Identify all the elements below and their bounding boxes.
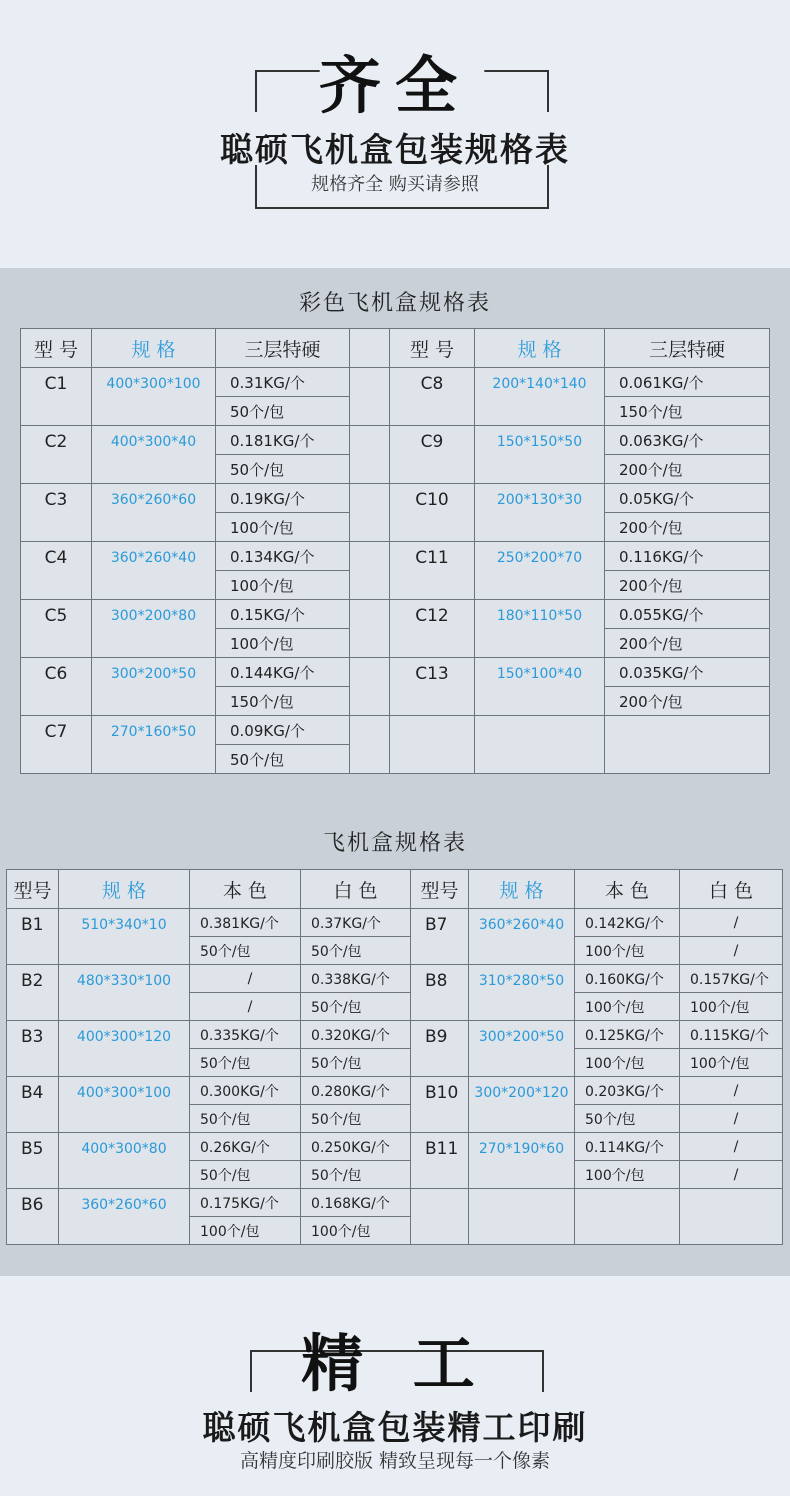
white-pack-cell: / [680, 1161, 783, 1189]
white-weight-cell: 0.115KG/个 [680, 1021, 783, 1049]
white-weight-cell: 0.280KG/个 [301, 1077, 411, 1105]
white-weight-cell: 0.320KG/个 [301, 1021, 411, 1049]
gap-cell [350, 658, 390, 716]
footer-big-title: 精 工 [301, 1327, 489, 1400]
model-cell: C12 [390, 600, 475, 658]
model-cell: B11 [411, 1133, 469, 1189]
table-row [7, 1021, 783, 1049]
weight-cell: 0.134KG/个 [216, 542, 350, 571]
model-cell: B2 [7, 965, 59, 1021]
table-row [21, 600, 770, 629]
spec-cell: 180*110*50 [475, 600, 605, 658]
natural-weight-cell: 0.300KG/个 [190, 1077, 301, 1105]
natural-weight-cell: 0.114KG/个 [575, 1133, 680, 1161]
table-row [7, 965, 783, 993]
white-pack-cell: 100个/包 [680, 993, 783, 1021]
natural-pack-cell: 100个/包 [575, 993, 680, 1021]
pack-cell: 200个/包 [605, 455, 770, 484]
weight-cell: 0.31KG/个 [216, 368, 350, 397]
header-model: 型号 [7, 870, 59, 909]
spec-cell: 400*300*100 [92, 368, 216, 426]
header-three-layer-right: 三层特硬 [605, 329, 770, 368]
natural-weight-cell: 0.125KG/个 [575, 1021, 680, 1049]
weight-cell: 0.116KG/个 [605, 542, 770, 571]
header-spec-right: 规 格 [475, 329, 605, 368]
plain-spec-table [6, 869, 783, 1245]
header-natural-right: 本 色 [575, 870, 680, 909]
pack-cell: 150个/包 [605, 397, 770, 426]
white-weight-cell: 0.338KG/个 [301, 965, 411, 993]
spec-cell: 300*200*120 [469, 1077, 575, 1133]
color-spec-table [20, 328, 770, 774]
natural-pack-cell: / [190, 993, 301, 1021]
weight-cell: 0.055KG/个 [605, 600, 770, 629]
natural-pack-cell: 50个/包 [575, 1105, 680, 1133]
natural-pack-cell: 50个/包 [190, 937, 301, 965]
empty-cell [469, 1189, 575, 1245]
pack-cell: 50个/包 [216, 397, 350, 426]
table-row [7, 1077, 783, 1105]
natural-pack-cell: 100个/包 [575, 1161, 680, 1189]
model-cell: B9 [411, 1021, 469, 1077]
weight-cell: 0.05KG/个 [605, 484, 770, 513]
empty-cell [680, 1189, 783, 1245]
pack-cell: 200个/包 [605, 513, 770, 542]
model-cell: B3 [7, 1021, 59, 1077]
natural-weight-cell: 0.203KG/个 [575, 1077, 680, 1105]
model-cell: C10 [390, 484, 475, 542]
spec-cell: 300*200*50 [92, 658, 216, 716]
model-cell: B6 [7, 1189, 59, 1245]
table-row [7, 1133, 783, 1161]
weight-cell: 0.144KG/个 [216, 658, 350, 687]
model-cell: C2 [21, 426, 92, 484]
model-cell: B1 [7, 909, 59, 965]
weight-cell: 0.15KG/个 [216, 600, 350, 629]
table-row [21, 484, 770, 513]
white-weight-cell: 0.168KG/个 [301, 1189, 411, 1217]
footer-tagline: 高精度印刷胶版 精致呈现每一个像素 [239, 1450, 551, 1472]
spec-cell: 360*260*60 [59, 1189, 190, 1245]
gap-cell [350, 368, 390, 426]
gap-cell [350, 484, 390, 542]
table-row [21, 368, 770, 397]
table-row [21, 426, 770, 455]
spec-cell: 310*280*50 [469, 965, 575, 1021]
white-weight-cell: 0.37KG/个 [301, 909, 411, 937]
weight-cell: 0.09KG/个 [216, 716, 350, 745]
gap-cell [350, 426, 390, 484]
weight-cell: 0.19KG/个 [216, 484, 350, 513]
header-gap [350, 329, 390, 368]
model-cell: B10 [411, 1077, 469, 1133]
spec-cell: 480*330*100 [59, 965, 190, 1021]
empty-cell [605, 716, 770, 774]
model-cell: B7 [411, 909, 469, 965]
color-table-title: 彩色飞机盒规格表 [298, 291, 491, 316]
model-cell: C4 [21, 542, 92, 600]
white-pack-cell: 50个/包 [301, 1161, 411, 1189]
white-pack-cell: 50个/包 [301, 937, 411, 965]
white-pack-cell: 50个/包 [301, 1105, 411, 1133]
header-tagline: 规格齐全 购买请参照 [311, 174, 479, 195]
natural-weight-cell: 0.335KG/个 [190, 1021, 301, 1049]
empty-cell [411, 1189, 469, 1245]
model-cell: C8 [390, 368, 475, 426]
table-row [21, 658, 770, 687]
natural-weight-cell: / [190, 965, 301, 993]
weight-cell: 0.181KG/个 [216, 426, 350, 455]
spec-cell: 360*260*60 [92, 484, 216, 542]
gap-cell [350, 600, 390, 658]
white-weight-cell: 0.157KG/个 [680, 965, 783, 993]
spec-cell: 510*340*10 [59, 909, 190, 965]
spec-cell: 360*260*40 [469, 909, 575, 965]
header-white: 白 色 [301, 870, 411, 909]
spec-cell: 400*300*40 [92, 426, 216, 484]
natural-pack-cell: 50个/包 [190, 1161, 301, 1189]
pack-cell: 150个/包 [216, 687, 350, 716]
weight-cell: 0.063KG/个 [605, 426, 770, 455]
spec-cell: 200*140*140 [475, 368, 605, 426]
natural-weight-cell: 0.381KG/个 [190, 909, 301, 937]
natural-weight-cell: 0.175KG/个 [190, 1189, 301, 1217]
spec-cell: 250*200*70 [475, 542, 605, 600]
model-cell: C3 [21, 484, 92, 542]
pack-cell: 100个/包 [216, 629, 350, 658]
white-weight-cell: / [680, 1133, 783, 1161]
model-cell: C1 [21, 368, 92, 426]
pack-cell: 50个/包 [216, 745, 350, 774]
header-model-right: 型号 [411, 870, 469, 909]
white-weight-cell: 0.250KG/个 [301, 1133, 411, 1161]
header-sub-title: 聪硕飞机盒包装规格表 [220, 130, 570, 169]
model-cell: C7 [21, 716, 92, 774]
header-big-title: 齐全 [318, 49, 471, 122]
color-table-header-row [21, 329, 770, 368]
white-pack-cell: 100个/包 [680, 1049, 783, 1077]
model-cell: C11 [390, 542, 475, 600]
table-row [7, 909, 783, 937]
pack-cell: 200个/包 [605, 629, 770, 658]
header-spec: 规 格 [92, 329, 216, 368]
model-cell: B4 [7, 1077, 59, 1133]
footer-sub-title: 聪硕飞机盒包装精工印刷 [202, 1408, 588, 1447]
spec-cell: 150*100*40 [475, 658, 605, 716]
pack-cell: 100个/包 [216, 571, 350, 600]
white-pack-cell: 50个/包 [301, 993, 411, 1021]
header-spec-right: 规 格 [469, 870, 575, 909]
table-row [7, 1189, 783, 1217]
plain-table-title: 飞机盒规格表 [322, 831, 467, 856]
header-three-layer: 三层特硬 [216, 329, 350, 368]
model-cell: C6 [21, 658, 92, 716]
weight-cell: 0.061KG/个 [605, 368, 770, 397]
natural-pack-cell: 50个/包 [190, 1105, 301, 1133]
natural-weight-cell: 0.160KG/个 [575, 965, 680, 993]
model-cell: C9 [390, 426, 475, 484]
header-spec: 规 格 [59, 870, 190, 909]
spec-cell: 300*200*50 [469, 1021, 575, 1077]
model-cell: B8 [411, 965, 469, 1021]
spec-cell: 400*300*120 [59, 1021, 190, 1077]
pack-cell: 200个/包 [605, 687, 770, 716]
model-cell: C5 [21, 600, 92, 658]
white-pack-cell: / [680, 937, 783, 965]
empty-cell [575, 1189, 680, 1245]
spec-cell: 270*160*50 [92, 716, 216, 774]
empty-cell [475, 716, 605, 774]
spec-cell: 400*300*100 [59, 1077, 190, 1133]
white-pack-cell: / [680, 1105, 783, 1133]
white-weight-cell: / [680, 1077, 783, 1105]
spec-cell: 300*200*80 [92, 600, 216, 658]
model-cell: C13 [390, 658, 475, 716]
header-model-right: 型 号 [390, 329, 475, 368]
pack-cell: 50个/包 [216, 455, 350, 484]
plain-table-header-row [7, 870, 783, 909]
spec-cell: 150*150*50 [475, 426, 605, 484]
spec-cell: 360*260*40 [92, 542, 216, 600]
table-row [21, 542, 770, 571]
empty-cell [390, 716, 475, 774]
spec-cell: 400*300*80 [59, 1133, 190, 1189]
spec-cell: 270*190*60 [469, 1133, 575, 1189]
white-pack-cell: 50个/包 [301, 1049, 411, 1077]
pack-cell: 200个/包 [605, 571, 770, 600]
natural-pack-cell: 100个/包 [190, 1217, 301, 1245]
white-pack-cell: 100个/包 [301, 1217, 411, 1245]
model-cell: B5 [7, 1133, 59, 1189]
pack-cell: 100个/包 [216, 513, 350, 542]
natural-weight-cell: 0.142KG/个 [575, 909, 680, 937]
gap-cell [350, 542, 390, 600]
natural-pack-cell: 100个/包 [575, 1049, 680, 1077]
natural-weight-cell: 0.26KG/个 [190, 1133, 301, 1161]
gap-cell [350, 716, 390, 774]
white-weight-cell: / [680, 909, 783, 937]
header-model: 型 号 [21, 329, 92, 368]
natural-pack-cell: 50个/包 [190, 1049, 301, 1077]
header-natural: 本 色 [190, 870, 301, 909]
natural-pack-cell: 100个/包 [575, 937, 680, 965]
weight-cell: 0.035KG/个 [605, 658, 770, 687]
header-white-right: 白 色 [680, 870, 783, 909]
spec-cell: 200*130*30 [475, 484, 605, 542]
table-row [21, 716, 770, 745]
